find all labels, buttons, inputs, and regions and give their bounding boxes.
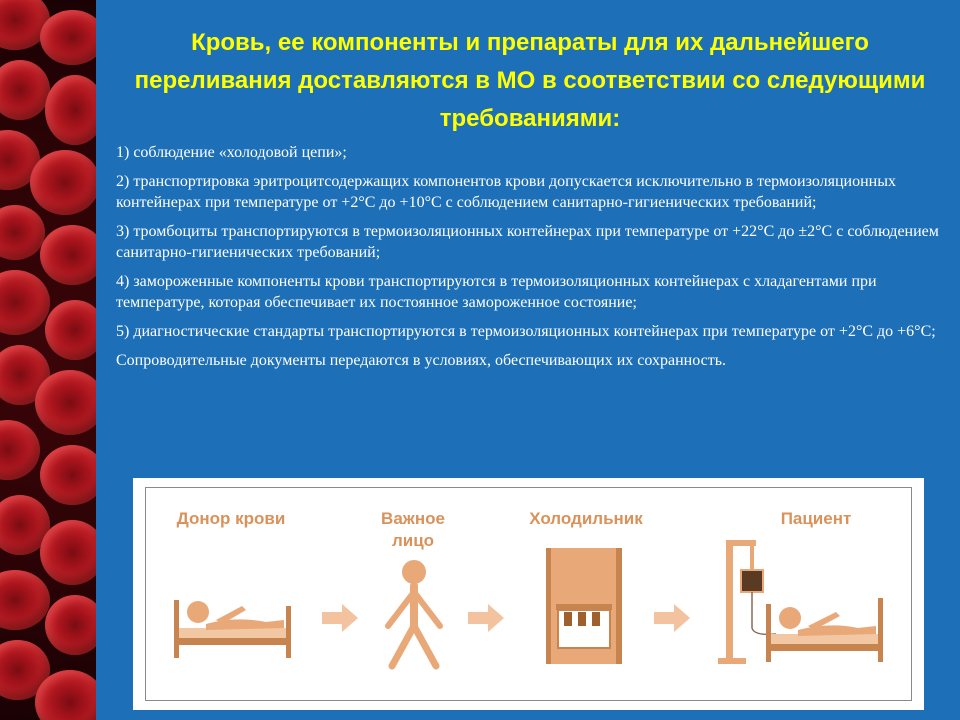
step-label-donor: Донор крови (176, 509, 286, 528)
person-icon (388, 560, 440, 666)
step-label-patient: Пациент (780, 509, 852, 528)
requirements-list (116, 142, 948, 379)
blood-cells-decoration (0, 0, 96, 720)
step-label-refrigerator: Холодильник (529, 509, 643, 528)
requirement-item: 2) транспортировка эритроцитсодержащих компонентов крови допускается исключительно в термоизоляционных контейнерах при температуре от +2°C до +10°C с соблюдением санитарно-гигиенических требований; (116, 173, 896, 211)
refrigerator-icon (546, 548, 622, 664)
arrow-icon (322, 604, 358, 632)
diagram-frame (145, 487, 912, 701)
diagram-graphics (146, 488, 911, 700)
requirement-item: 3) тромбоциты транспортируются в термоизоляционных контейнерах при температуре от +22°C до ±2°C с соблюдением санитарно-гигиенических требований; (116, 223, 939, 261)
requirement-item: Сопроводительные документы передаются в условиях, обеспечивающих их сохранность. (116, 352, 726, 369)
arrow-icon (654, 604, 690, 632)
donor-bed-icon (174, 600, 291, 658)
step-label-important-person: Важное лицо (381, 509, 445, 550)
arrow-icon (468, 604, 504, 632)
requirement-item: 1) соблюдение «холодовой цепи»; (116, 144, 347, 161)
requirement-item: 5) диагностические стандарты транспортируются в термоизоляционных контейнерах при температуре от +2°C до +6°C; (116, 323, 936, 340)
blood-chain-diagram (133, 478, 924, 710)
patient-iv-bed-icon (718, 540, 883, 664)
requirement-item: 4) замороженные компоненты крови транспортируются в термоизоляционных контейнерах с хладагентами при температуре, которая обеспечивает их постоянное замороженное состояние; (116, 273, 877, 311)
slide-title: Кровь, ее компоненты и препараты для их дальнейшего переливания доставляются в МО в соответствии со следующими требованиями: (134, 29, 926, 132)
